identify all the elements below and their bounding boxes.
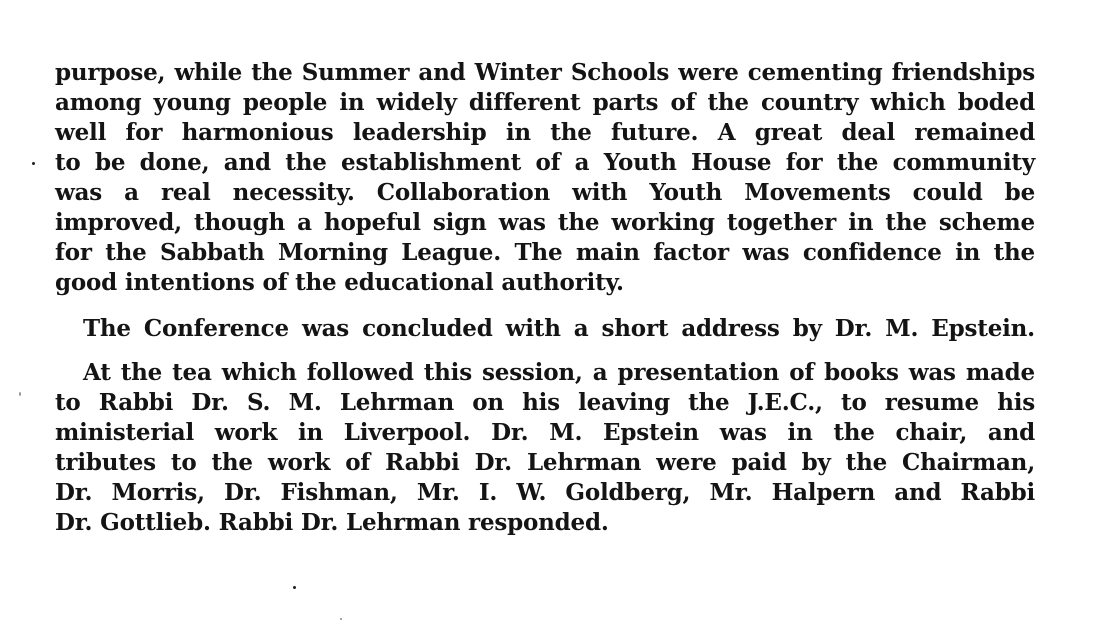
- paragraph-1-line-6: improved, though a hopeful sign was the working together in the scheme: [55, 209, 1035, 236]
- scan-speck: [32, 162, 35, 165]
- scan-speck: [340, 618, 342, 620]
- paragraph-3-line-5: Dr. Morris, Dr. Fishman, Mr. I. W. Goldberg, Mr. Halpern and Rabbi: [55, 479, 1035, 506]
- paragraph-1-line-5: was a real necessity. Collaboration with Youth Movements could be: [55, 179, 1035, 206]
- paragraph-1-line-2: among young people in widely different parts of the country which boded: [55, 89, 1035, 116]
- paragraph-1-line-4: to be done, and the establishment of a Youth House for the community: [55, 149, 1035, 176]
- paragraph-3-line-2: to Rabbi Dr. S. M. Lehrman on his leaving the J.E.C., to resume his: [55, 389, 1035, 416]
- paragraph-1-line-7: for the Sabbath Morning League. The main factor was confidence in the: [55, 239, 1035, 266]
- paragraph-1-line-8: good intentions of the educational authority.: [55, 269, 624, 296]
- paragraph-1-line-1: purpose, while the Summer and Winter Schools were cementing friendships: [55, 59, 1035, 86]
- paragraph-2-line-1: The Conference was concluded with a short address by Dr. M. Epstein.: [83, 315, 1035, 342]
- paragraph-3-line-6: Dr. Gottlieb. Rabbi Dr. Lehrman responded.: [55, 509, 609, 536]
- scan-speck: [19, 392, 21, 396]
- paragraph-1-line-3: well for harmonious leadership in the future. A great deal remained: [55, 119, 1035, 146]
- paragraph-3-line-1: At the tea which followed this session, a presentation of books was made: [83, 359, 1035, 386]
- paragraph-3-line-3: ministerial work in Liverpool. Dr. M. Epstein was in the chair, and: [55, 419, 1035, 446]
- scan-speck: [293, 586, 296, 589]
- paragraph-3-line-4: tributes to the work of Rabbi Dr. Lehrman were paid by the Chairman,: [55, 449, 1035, 476]
